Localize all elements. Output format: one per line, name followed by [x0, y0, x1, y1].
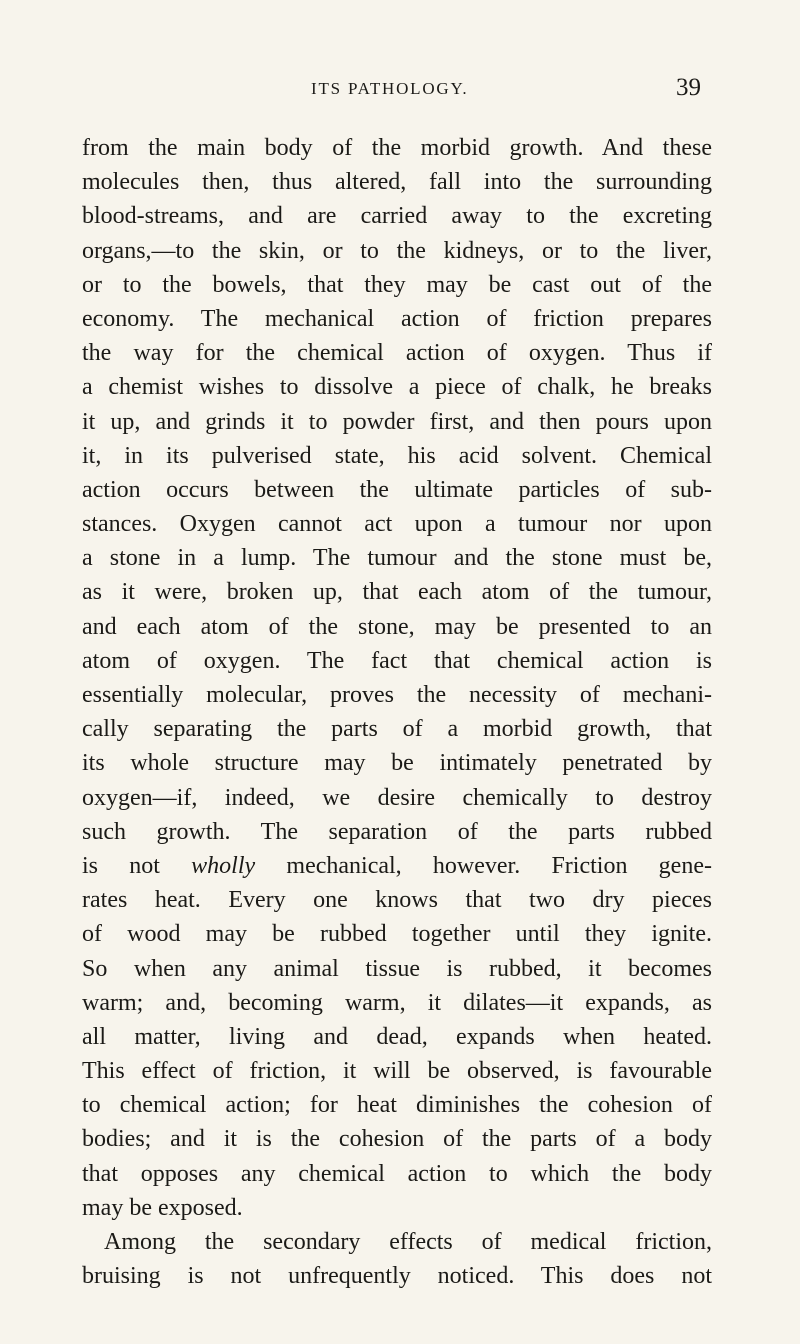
text-line: warm; and, becoming warm, it dilates—it expands, as [82, 989, 712, 1016]
text-line: oxygen—if, indeed, we desire chemically to destroy [82, 784, 712, 811]
text-line: all matter, living and dead, expands when heated. [82, 1023, 712, 1050]
text-line: blood-streams, and are carried away to the excreting [82, 203, 712, 230]
text-line: This effect of friction, it will be observed, is favourable [82, 1058, 712, 1085]
text-line-with-emphasis [82, 849, 712, 883]
text-line: that opposes any chemical action to which the body [82, 1160, 712, 1187]
text-line: its whole structure may be intimately penetrated by [82, 750, 712, 777]
text-line: to chemical action; for heat diminishes the cohesion of [82, 1092, 712, 1119]
text-line: atom of oxygen. The fact that chemical action is [82, 647, 712, 674]
text-line: as it were, broken up, that each atom of the tumour, [82, 579, 712, 606]
text-line: bodies; and it is the cohesion of the parts of a body [82, 1126, 712, 1153]
text-line: it up, and grinds it to powder first, and then pours upon [82, 408, 712, 435]
italic-emphasis: wholly [191, 852, 256, 879]
paragraph-end-line: may be exposed. [82, 1194, 243, 1221]
text-line: molecules then, thus altered, fall into the surrounding [82, 169, 712, 196]
text-line: rates heat. Every one knows that two dry pieces [82, 887, 712, 914]
text-line: or to the bowels, that they may be cast out of the [82, 271, 712, 298]
text-line: from the main body of the morbid growth. And these [82, 135, 712, 161]
text-line: economy. The mechanical action of friction prepares [82, 305, 712, 332]
text-line: a chemist wishes to dissolve a piece of chalk, he breaks [82, 374, 712, 401]
text-line: a stone in a lump. The tumour and the stone must be, [82, 545, 712, 572]
text-line: stances. Oxygen cannot act upon a tumour nor upon [82, 511, 712, 538]
text-line: cally separating the parts of a morbid growth, that [82, 716, 712, 743]
body-text [82, 131, 712, 1293]
text-line: essentially molecular, proves the necessity of mechani- [82, 682, 712, 708]
text-line: bruising is not unfrequently noticed. This does not [82, 1263, 712, 1290]
text-line: of wood may be rubbed together until they ignite. [82, 921, 712, 948]
text-line: and each atom of the stone, may be presented to an [82, 613, 712, 640]
text-line: organs,—to the skin, or to the kidneys, or to the liver, [82, 237, 712, 264]
text-line: the way for the chemical action of oxygen. Thus if [82, 340, 712, 367]
line-end: mechanical, however. Friction gene- [255, 852, 712, 879]
page-number: 39 [676, 74, 701, 101]
paragraph-start-line: Among the secondary effects of medical friction, [104, 1229, 712, 1255]
text-line: it, in its pulverised state, his acid solvent. Chemical [82, 442, 712, 469]
running-title: ITS PATHOLOGY. [311, 79, 469, 98]
text-line: such growth. The separation of the parts rubbed [82, 818, 712, 845]
line-start: is not [82, 852, 192, 879]
running-head [0, 74, 800, 104]
text-line: action occurs between the ultimate particles of sub- [82, 476, 712, 503]
text-line: So when any animal tissue is rubbed, it becomes [82, 955, 712, 982]
